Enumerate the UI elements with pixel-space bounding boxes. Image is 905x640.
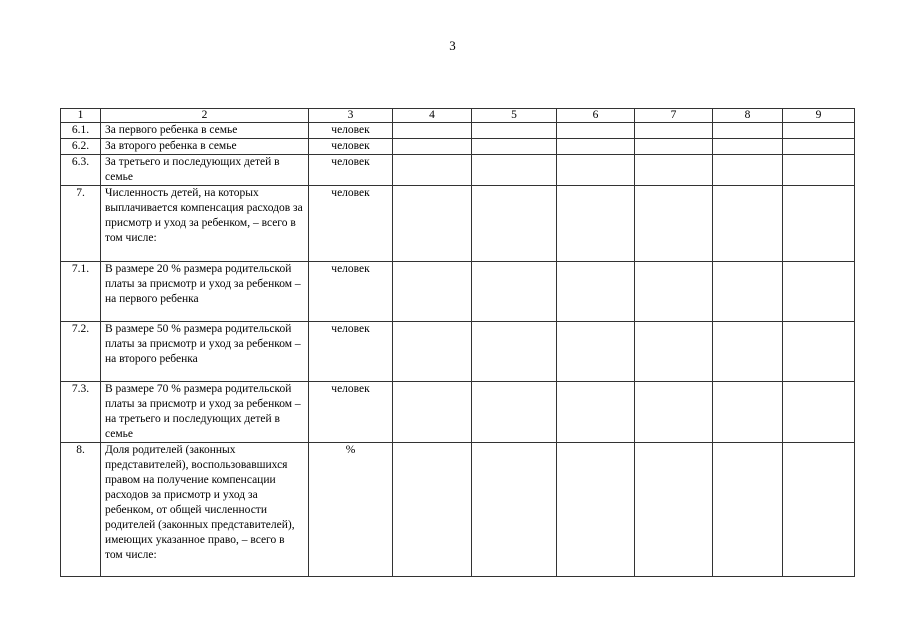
empty-cell [393, 123, 472, 139]
row-name: В размере 50 % размера родительской платы за присмотр и уход за ребенком – на второго ребенка [101, 322, 309, 382]
row-number: 6.2. [61, 139, 101, 155]
empty-cell [713, 155, 783, 186]
empty-cell [783, 443, 855, 577]
empty-cell [472, 322, 557, 382]
row-number: 7. [61, 186, 101, 262]
table-row [61, 262, 855, 322]
row-name: Доля родителей (законных представителей), воспользовавшихся правом на получение компенсации расходов за присмотр и уход за ребенком, от общей численности родителей (законных представителей), имеющих указанное право, – всего в том числе: [101, 443, 309, 577]
table-row [61, 443, 855, 577]
table-row [61, 382, 855, 443]
empty-cell [557, 443, 635, 577]
empty-cell [635, 262, 713, 322]
empty-cell [472, 382, 557, 443]
empty-cell [783, 382, 855, 443]
header-cell: 1 [61, 109, 101, 123]
row-name: За второго ребенка в семье [101, 139, 309, 155]
empty-cell [783, 139, 855, 155]
row-name: Численность детей, на которых выплачивается компенсация расходов за присмотр и уход за ребенком, – всего в том числе: [101, 186, 309, 262]
empty-cell [783, 322, 855, 382]
empty-cell [713, 443, 783, 577]
empty-cell [557, 186, 635, 262]
row-unit: человек [309, 186, 393, 262]
header-cell: 6 [557, 109, 635, 123]
empty-cell [472, 262, 557, 322]
row-number: 6.1. [61, 123, 101, 139]
empty-cell [472, 139, 557, 155]
empty-cell [635, 123, 713, 139]
header-cell: 8 [713, 109, 783, 123]
empty-cell [393, 443, 472, 577]
empty-cell [783, 155, 855, 186]
empty-cell [713, 123, 783, 139]
row-unit: человек [309, 123, 393, 139]
row-unit: человек [309, 262, 393, 322]
header-cell: 9 [783, 109, 855, 123]
row-name: За первого ребенка в семье [101, 123, 309, 139]
row-number: 7.2. [61, 322, 101, 382]
table-row [61, 155, 855, 186]
empty-cell [472, 186, 557, 262]
header-cell: 4 [393, 109, 472, 123]
empty-cell [557, 155, 635, 186]
empty-cell [557, 262, 635, 322]
row-number: 7.3. [61, 382, 101, 443]
empty-cell [713, 186, 783, 262]
row-unit: человек [309, 322, 393, 382]
empty-cell [783, 186, 855, 262]
header-row [61, 109, 855, 123]
empty-cell [713, 322, 783, 382]
page-number: 3 [449, 38, 456, 53]
empty-cell [635, 155, 713, 186]
row-unit: человек [309, 382, 393, 443]
empty-cell [393, 382, 472, 443]
row-unit: человек [309, 155, 393, 186]
row-unit: % [309, 443, 393, 577]
empty-cell [557, 123, 635, 139]
row-name: За третьего и последующих детей в семье [101, 155, 309, 186]
header-cell: 2 [101, 109, 309, 123]
empty-cell [557, 382, 635, 443]
empty-cell [557, 139, 635, 155]
row-name: В размере 20 % размера родительской платы за присмотр и уход за ребенком – на первого ребенка [101, 262, 309, 322]
empty-cell [393, 186, 472, 262]
empty-cell [635, 382, 713, 443]
empty-cell [713, 139, 783, 155]
row-unit: человек [309, 139, 393, 155]
empty-cell [393, 322, 472, 382]
header-cell: 7 [635, 109, 713, 123]
empty-cell [557, 322, 635, 382]
table-row [61, 123, 855, 139]
empty-cell [393, 139, 472, 155]
empty-cell [783, 262, 855, 322]
header-cell: 5 [472, 109, 557, 123]
empty-cell [635, 322, 713, 382]
empty-cell [472, 155, 557, 186]
table-row [61, 186, 855, 262]
empty-cell [635, 139, 713, 155]
empty-cell [783, 123, 855, 139]
table-row [61, 139, 855, 155]
empty-cell [713, 382, 783, 443]
header-cell: 3 [309, 109, 393, 123]
table-row [61, 322, 855, 382]
empty-cell [472, 123, 557, 139]
empty-cell [393, 155, 472, 186]
empty-cell [635, 186, 713, 262]
empty-cell [635, 443, 713, 577]
empty-cell [713, 262, 783, 322]
empty-cell [472, 443, 557, 577]
row-number: 7.1. [61, 262, 101, 322]
row-name: В размере 70 % размера родительской платы за присмотр и уход за ребенком – на третьего и последующих детей в семье [101, 382, 309, 443]
row-number: 6.3. [61, 155, 101, 186]
empty-cell [393, 262, 472, 322]
row-number: 8. [61, 443, 101, 577]
report-table [60, 108, 855, 577]
